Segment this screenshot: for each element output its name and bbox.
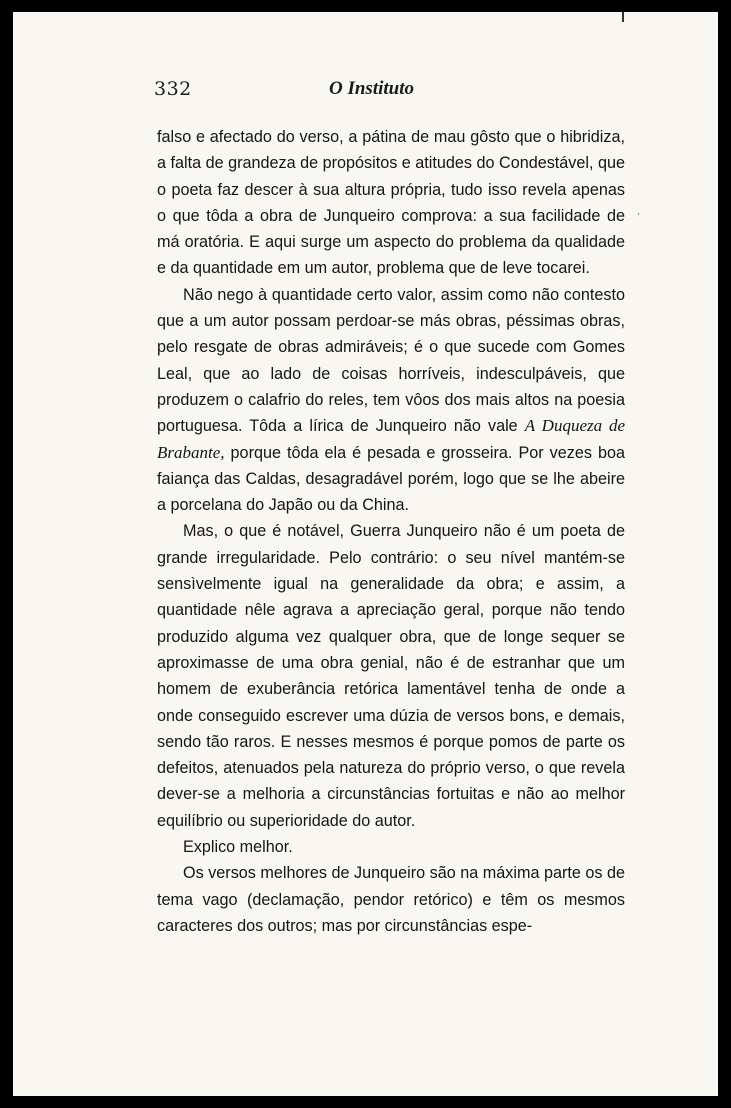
paragraph-4 [157,834,625,860]
margin-mark: ˙ [636,213,641,224]
paragraph-text: Mas, o que é notável, Guerra Junqueiro não é um poeta de grande irregularidade. Pelo contrário: o seu nível mantém-se sensìvelmente igual na generalidade da obra; e assim, a quantidade nêle agrava a apreciação geral, porque não tendo produzido alguma vez qualquer obra, que de longe sequer se aproximasse de uma obra genial, não é de estranhar que um homem de exuberância retórica lamentável tenha de onde a onde conseguido escrever uma dúzia de versos bons, e demais, sendo tão raros. E nesses mesmos é porque pomos de parte os defeitos, atenuados pela natureza do próprio verso, o que revela dever-se a melhoria a circunstâncias fortuitas e não ao melhor equilíbrio ou superioridade do autor. [157,522,625,830]
paragraph-text: Explico melhor. [183,838,293,857]
running-header [154,78,624,108]
work-title: A Duqueza de Brabante, [157,416,625,462]
paragraph-2 [157,282,625,519]
book-page [13,12,718,1096]
paragraph-text: Não nego à quantidade certo valor, assim como não contesto que a um autor possam perdoar-se más obras, péssimas obras, pelo resgate de obras admiráveis; é o que sucede com Gomes Leal, que ao lado de coisas horríveis, indesculpáveis, que produzem o calafrio do reles, tem vôos dos mais altos na poesia portuguesa. Tôda a lírica de Junqueiro não vale [157,285,625,436]
paragraph-3 [157,518,625,834]
paragraph-5 [157,860,625,939]
body-text [157,124,625,939]
paragraph-text: Os versos melhores de Junqueiro são na máxima parte os de tema vago (declamação, pendor retórico) e têm os mesmos caracteres dos outros; mas por circunstâncias espe- [157,864,625,935]
paragraph-text: porque tôda ela é pesada e grosseira. Por vezes boa faiança das Caldas, desagradável porém, logo que se lhe abeire a porcelana do Japão ou da China. [157,443,625,515]
paragraph-1 [157,124,625,282]
page-edge-tick [622,12,624,22]
paragraph-text: falso e afectado do verso, a pátina de mau gôsto que o hibridiza, a falta de grandeza de propósitos e atitudes do Condestável, que o poeta faz descer à sua altura própria, tudo isso revela apenas o que tôda a obra de Junqueiro comprova: a sua facilidade de má oratória. E aqui surge um aspecto do problema da qualidade e da quantidade em um autor, problema que de leve tocarei. [157,128,625,278]
page-number: 332 [154,78,192,100]
running-title: O Instituto [329,78,415,99]
